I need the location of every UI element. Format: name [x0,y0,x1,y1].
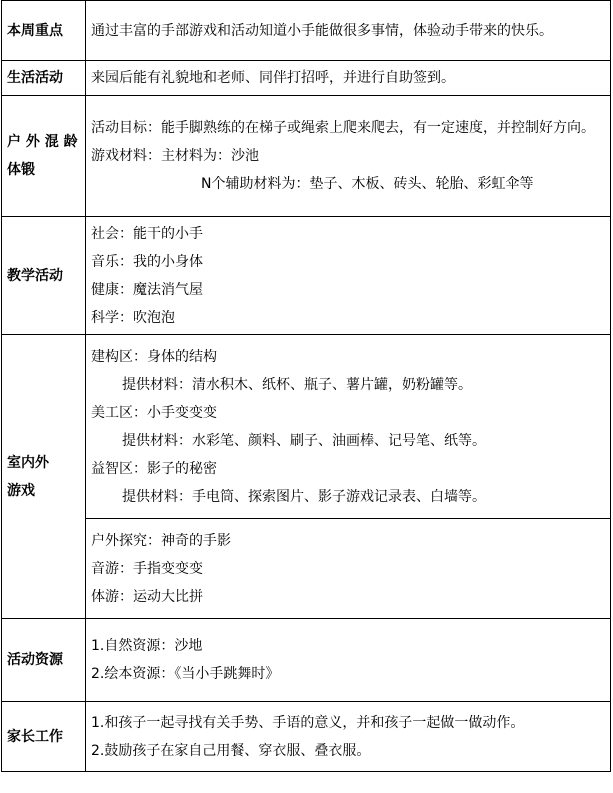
content-focus [86,1,611,61]
label-indoor [2,335,86,619]
label-focus: 本周重点 [2,1,86,61]
weekly-plan-table [1,0,611,772]
outdoor-material-aux: N个辅助材料为：垫子、木板、砖头、轮胎、彩虹伞等 [201,176,534,192]
label-outdoor-line2: 体锻 [7,162,35,178]
label-outdoor-line1: 户 外 混 龄 [7,134,78,150]
content-life [86,61,611,96]
row-parents [2,702,611,772]
row-indoor-zones [2,335,611,519]
sport-game: 体游：运动大比拼 [91,588,203,605]
zone2-title: 美工区：小手变变变 [91,404,217,421]
zone2-materials: 提供材料：水彩笔、颜料、刷子、油画棒、记号笔、纸等。 [122,432,486,449]
content-parents [86,702,611,772]
resource-item: 1.自然资源：沙地 [91,638,203,654]
content-resources [86,619,611,702]
zone3-title: 益智区：影子的秘密 [91,460,217,477]
content-teaching [86,217,611,335]
label-resources: 活动资源 [2,619,86,702]
label-indoor-line2: 游戏 [7,482,35,499]
content-outdoor [86,96,611,217]
row-outdoor [2,96,611,217]
parent-item: 2.鼓励孩子在家自己用餐、穿衣服、叠衣服。 [91,742,371,759]
label-parents: 家长工作 [2,702,86,772]
parent-item: 1.和孩子一起寻找有关手势、手语的意义，并和孩子一起做一做动作。 [91,714,525,731]
label-outdoor [2,96,86,217]
content-indoor-games [86,519,611,619]
teaching-item: 社会：能干的小手 [91,225,203,242]
teaching-item: 音乐：我的小身体 [91,253,203,270]
outdoor-explore: 户外探究：神奇的手影 [91,532,231,549]
label-teaching: 教学活动 [2,217,86,335]
row-life [2,61,611,96]
row-indoor-games [2,519,611,619]
content-indoor-zones [86,335,611,519]
outdoor-goal: 活动目标：能手脚熟练的在梯子或绳索上爬来爬去，有一定速度，并控制好方向。 [91,120,595,136]
teaching-item: 科学：吹泡泡 [91,309,175,326]
zone1-title: 建构区：身体的结构 [91,348,217,365]
life-text: 来园后能有礼貌地和老师、同伴打招呼，并进行自助签到。 [91,70,455,86]
zone1-materials: 提供材料：清水积木、纸杯、瓶子、薯片罐，奶粉罐等。 [122,376,472,393]
resource-item: 2.绘本资源：《当小手跳舞时》 [91,666,280,682]
label-life: 生活活动 [2,61,86,96]
row-focus [2,1,611,61]
row-resources [2,619,611,702]
music-game: 音游：手指变变变 [91,560,203,577]
focus-text: 通过丰富的手部游戏和活动知道小手能做很多事情，体验动手带来的快乐。 [91,22,553,39]
outdoor-material-main: 游戏材料：主材料为：沙池 [91,148,259,164]
zone3-materials: 提供材料：手电筒、探索图片、影子游戏记录表、白墙等。 [122,488,486,505]
label-indoor-line1: 室内外 [7,454,49,471]
row-teaching [2,217,611,335]
teaching-item: 健康：魔法消气屋 [91,281,203,298]
